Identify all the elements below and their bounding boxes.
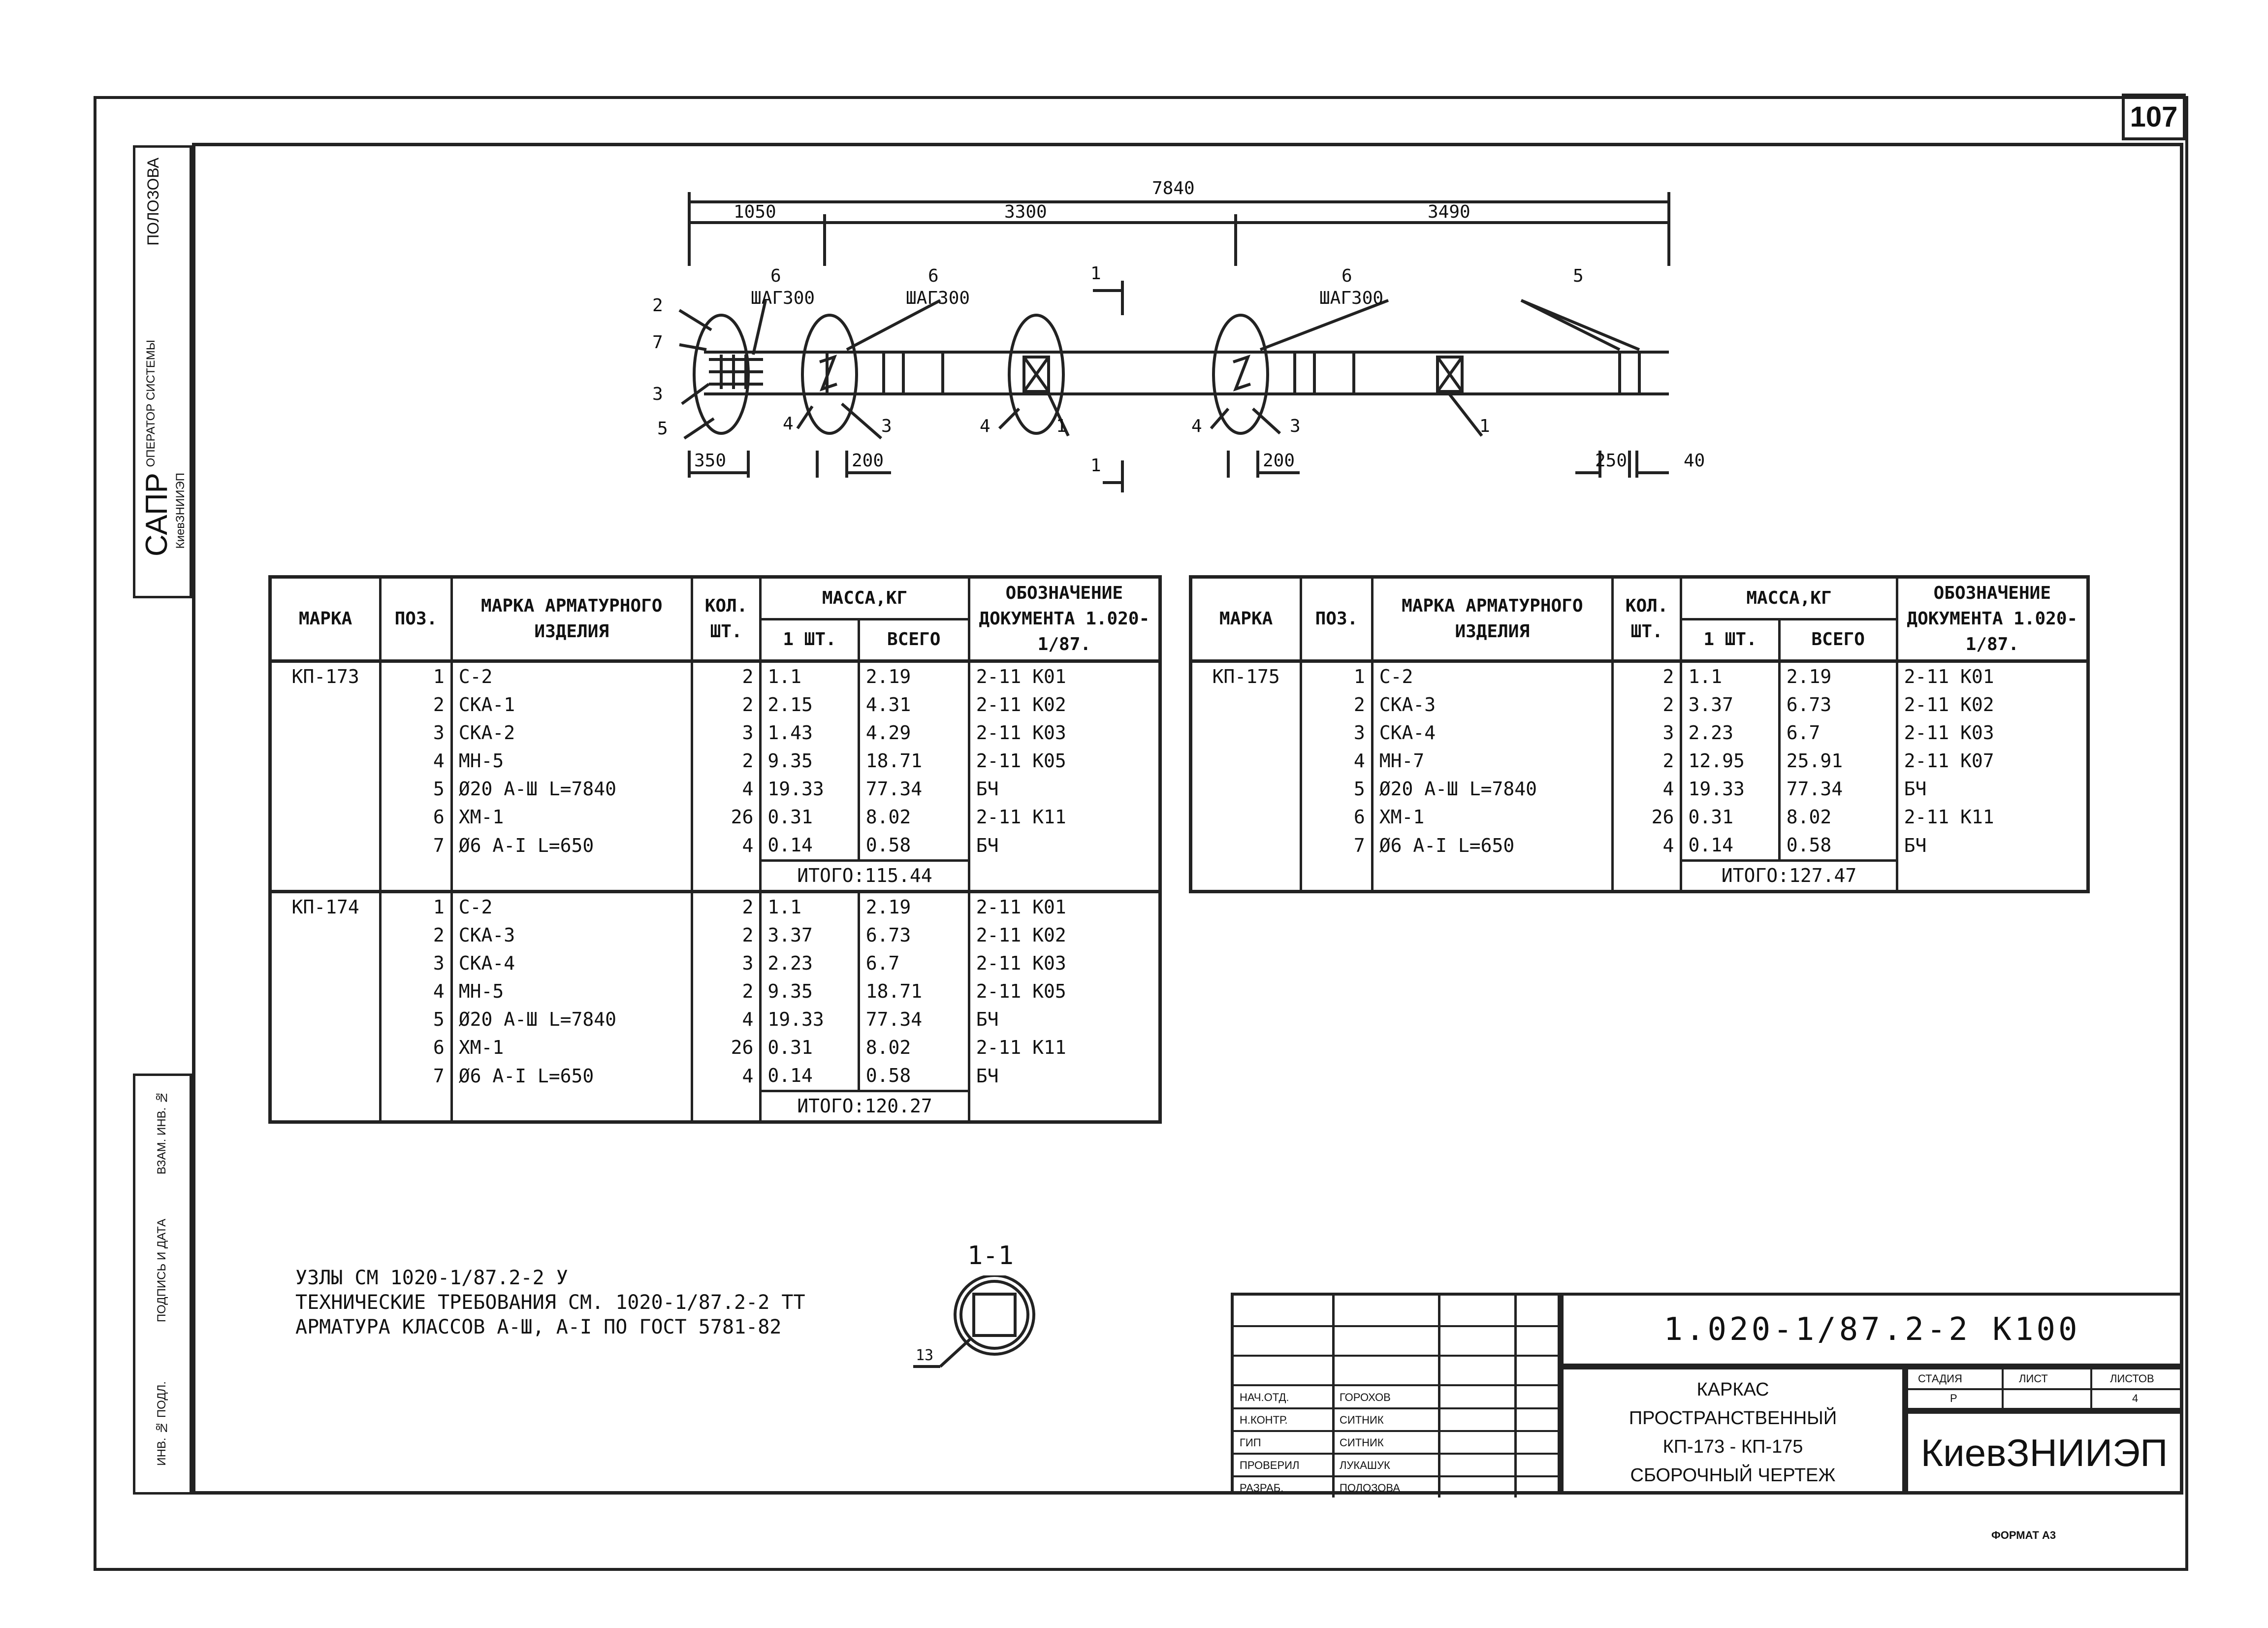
pos-label-2: 2 [652,295,663,316]
group-total: ИТОГО:115.44 [761,861,969,892]
header-poz-r: ПОЗ. [1301,577,1373,661]
doc-cell: 2-11 К02 [969,691,1160,719]
sapr-label: САПР [140,473,174,556]
doc-cell: 2-11 К11 [969,803,1160,831]
document-code: 1.020-1/87.2-2 К100 [1561,1293,2183,1367]
header-marka: МАРКА [270,577,381,661]
mass-total-cell: 6.73 [859,921,969,949]
table-row [1191,775,2088,803]
title-line: ПРОСТРАНСТВЕННЫЙ [1629,1408,1837,1429]
item-cell: СКА-1 [451,691,692,719]
item-cell: С-2 [451,661,692,691]
doc-cell: 2-11 К01 [1897,661,2088,691]
mass-total-cell: 2.19 [859,661,969,691]
stamp-top-label: ПОЛОЗОВА [144,158,162,246]
pos-label-1a: 1 [1056,416,1067,436]
sheets-label: ЛИСТОВ [2110,1372,2154,1385]
mass-unit-cell: 9.35 [761,747,859,775]
empty-cell [692,861,761,892]
header-mass: МАССА,КГ [761,577,969,619]
mass-unit-cell: 2.15 [761,691,859,719]
qty-cell: 3 [692,949,761,977]
item-cell: СКА-3 [1372,691,1612,719]
mass-unit-cell: 3.37 [1681,691,1779,719]
section-mark-top: 1 [1090,263,1101,284]
item-cell: Ø20 А-Ш L=7840 [451,1006,692,1034]
title-block [1231,1293,2183,1495]
doc-cell: 2-11 К01 [969,661,1160,691]
header-item-mark: МАРКА АРМАТУРНОГО ИЗДЕЛИЯ [451,577,692,661]
dim-40: 40 [1684,451,1705,471]
pos-label-4b: 4 [980,416,990,436]
item-cell: СКА-2 [451,719,692,747]
position-cell: 1 [381,892,451,922]
title-line: КП-173 - КП-175 [1662,1436,1803,1457]
step-label-a: ШАГ300 [751,288,815,308]
mass-total-cell: 6.7 [1779,719,1897,747]
qty-cell: 4 [692,775,761,803]
table-row [270,1034,1160,1062]
header-poz: ПОЗ. [381,577,451,661]
header-mass-total-r: ВСЕГО [1779,619,1897,661]
doc-cell: 2-11 К05 [969,747,1160,775]
empty-cell [1897,861,2088,892]
table-row [270,949,1160,977]
item-cell: С-2 [451,892,692,922]
qty-cell: 4 [1612,775,1681,803]
mass-total-cell: 0.58 [1779,831,1897,861]
mass-total-cell: 77.34 [1779,775,1897,803]
mass-total-cell: 4.29 [859,719,969,747]
table-row [1191,747,2088,775]
side-stamp-strip [133,145,192,598]
position-cell: 5 [381,1006,451,1034]
qty-cell: 2 [1612,691,1681,719]
table-row [270,661,1160,691]
role-name: ГОРОХОВ [1340,1391,1391,1403]
doc-cell: 2-11 К11 [969,1034,1160,1062]
doc-cell: 2-11 К01 [969,892,1160,922]
table-row [270,977,1160,1006]
table-row [270,719,1160,747]
table-row [270,1006,1160,1034]
section-mark-bottom: 1 [1090,456,1101,476]
spec-table-left-body [270,661,1160,1122]
mass-total-cell: 6.7 [859,949,969,977]
empty-cell [381,861,451,892]
table-total-row [270,861,1160,892]
item-cell: МН-5 [451,747,692,775]
mark-cell: КП-175 [1191,661,1301,892]
position-cell: 4 [381,747,451,775]
role-name: СИТНИК [1340,1436,1384,1449]
mass-unit-cell: 19.33 [761,775,859,803]
pos-label-1b: 1 [1479,416,1490,436]
section-pos-label: 13 [916,1347,934,1364]
doc-cell: БЧ [969,775,1160,803]
title-line: СБОРОЧНЫЙ ЧЕРТЕЖ [1630,1465,1836,1486]
doc-cell: 2-11 К03 [969,949,1160,977]
dim-350: 350 [694,451,727,471]
empty-cell [969,861,1160,892]
empty-cell [1301,861,1373,892]
item-cell: СКА-4 [451,949,692,977]
table-total-row [270,1091,1160,1122]
dim-total: 7840 [1152,178,1195,198]
qty-cell: 2 [692,921,761,949]
mass-total-cell: 77.34 [859,775,969,803]
qty-cell: 3 [1612,719,1681,747]
item-cell: СКА-3 [451,921,692,949]
header-marka-r: МАРКА [1191,577,1301,661]
pos-label-3a: 3 [652,384,663,404]
header-qty-r: КОЛ. ШТ. [1612,577,1681,661]
item-cell: С-2 [1372,661,1612,691]
spec-table-right [1189,575,2090,893]
mass-unit-cell: 0.14 [761,831,859,861]
header-doc-r: ОБОЗНАЧЕНИЕ ДОКУМЕНТА 1.020-1/87. [1897,577,2088,661]
item-cell: СКА-4 [1372,719,1612,747]
section-title: 1-1 [967,1241,1014,1270]
doc-cell: БЧ [969,831,1160,861]
header-mass-r: МАССА,КГ [1681,577,1897,619]
empty-cell [1372,861,1612,892]
empty-cell [692,1091,761,1122]
item-cell: ХМ-1 [451,1034,692,1062]
item-cell: Ø6 А-I L=650 [451,1062,692,1091]
step-label-b: ШАГ300 [906,288,970,308]
stage-value: Р [1950,1392,1957,1404]
role-name: СИТНИК [1340,1414,1384,1426]
position-cell: 6 [1301,803,1373,831]
table-row [270,747,1160,775]
table-row [270,831,1160,861]
inv-orig-label: ИНВ. № ПОДЛ. [155,1381,168,1466]
stage-label: СТАДИЯ [1918,1372,1962,1385]
dim-3490: 3490 [1428,202,1470,222]
group-total: ИТОГО:120.27 [761,1091,969,1122]
role-label: Н.КОНТР. [1240,1414,1288,1426]
sheet-label: ЛИСТ [2019,1372,2048,1385]
mass-unit-cell: 0.31 [761,803,859,831]
doc-cell: БЧ [1897,775,2088,803]
pos-label-5b: 5 [1573,266,1584,286]
mass-total-cell: 8.02 [859,1034,969,1062]
mass-unit-cell: 12.95 [1681,747,1779,775]
position-cell: 3 [1301,719,1373,747]
dim-1050: 1050 [734,202,776,222]
qty-cell: 26 [692,803,761,831]
pos-label-3b: 3 [881,416,892,436]
item-cell: Ø6 А-I L=650 [451,831,692,861]
mass-unit-cell: 2.23 [1681,719,1779,747]
mass-total-cell: 8.02 [1779,803,1897,831]
doc-cell: 2-11 К02 [969,921,1160,949]
dim-3300: 3300 [1004,202,1047,222]
replace-inv-label: ВЗАМ. ИНВ. № [155,1091,168,1174]
qty-cell: 2 [1612,747,1681,775]
mass-total-cell: 18.71 [859,977,969,1006]
position-cell: 3 [381,719,451,747]
header-mass-unit: 1 ШТ. [761,619,859,661]
pos-label-6a: 6 [770,266,781,286]
item-cell: Ø20 А-Ш L=7840 [451,775,692,803]
item-cell: ХМ-1 [1372,803,1612,831]
role-label: НАЧ.ОТД. [1240,1391,1289,1403]
doc-cell: 2-11 К03 [969,719,1160,747]
mass-unit-cell: 9.35 [761,977,859,1006]
position-cell: 7 [1301,831,1373,861]
header-mass-total: ВСЕГО [859,619,969,661]
position-cell: 5 [1301,775,1373,803]
mass-total-cell: 18.71 [859,747,969,775]
qty-cell: 2 [692,892,761,922]
position-cell: 5 [381,775,451,803]
format-label: ФОРМАТ А3 [1991,1529,2056,1541]
table-row [270,691,1160,719]
mass-total-cell: 25.91 [1779,747,1897,775]
qty-cell: 2 [692,691,761,719]
title-line: КАРКАС [1696,1379,1769,1400]
position-cell: 1 [381,661,451,691]
empty-cell [451,1091,692,1122]
note-line: УЗЛЫ СМ 1020-1/87.2-2 У [295,1267,568,1289]
empty-cell [451,861,692,892]
role-label: ГИП [1240,1436,1261,1449]
signature-date-label: ПОДПИСЬ И ДАТА [155,1219,168,1323]
header-mass-unit-r: 1 ШТ. [1681,619,1779,661]
note-line: ТЕХНИЧЕСКИЕ ТРЕБОВАНИЯ СМ. 1020-1/87.2-2 ТТ [295,1291,805,1314]
table-row [1191,719,2088,747]
mass-unit-cell: 0.31 [1681,803,1779,831]
title-block-signatures [1231,1293,1561,1495]
frame-elevation-drawing [615,177,1748,502]
table-row [270,775,1160,803]
mass-total-cell: 77.34 [859,1006,969,1034]
position-cell: 3 [381,949,451,977]
pos-label-3c: 3 [1290,416,1301,436]
position-cell: 4 [1301,747,1373,775]
sheet-number: 107 [2122,94,2186,140]
item-cell: МН-5 [451,977,692,1006]
mass-unit-cell: 1.1 [1681,661,1779,691]
role-name: ЛУКАШУК [1340,1459,1390,1471]
mass-unit-cell: 2.23 [761,949,859,977]
table-row [1191,831,2088,861]
position-cell: 7 [381,1062,451,1091]
empty-cell [381,1091,451,1122]
position-cell: 2 [381,921,451,949]
mass-total-cell: 8.02 [859,803,969,831]
mass-unit-cell: 3.37 [761,921,859,949]
doc-cell: БЧ [969,1062,1160,1091]
table-row [270,921,1160,949]
table-row [270,892,1160,922]
doc-cell: БЧ [969,1006,1160,1034]
header-item-mark-r: МАРКА АРМАТУРНОГО ИЗДЕЛИЯ [1372,577,1612,661]
notes-block [295,1266,805,1339]
mass-total-cell: 6.73 [1779,691,1897,719]
table-row [1191,691,2088,719]
note-line: АРМАТУРА КЛАССОВ А-Ш, А-I ПО ГОСТ 5781-82 [295,1316,782,1338]
pos-label-4a: 4 [783,414,794,434]
mass-unit-cell: 1.43 [761,719,859,747]
step-label-c: ШАГ300 [1319,288,1384,308]
mass-unit-cell: 1.1 [761,892,859,922]
role-label: РАЗРАБ. [1240,1482,1284,1494]
mass-unit-cell: 19.33 [761,1006,859,1034]
header-doc: ОБОЗНАЧЕНИЕ ДОКУМЕНТА 1.020-1/87. [969,577,1160,661]
mark-cell: КП-173 [270,661,381,892]
table-row [270,1062,1160,1091]
role-label: ПРОВЕРИЛ [1240,1459,1300,1471]
qty-cell: 4 [692,1006,761,1034]
qty-cell: 2 [1612,661,1681,691]
qty-cell: 26 [1612,803,1681,831]
side-signature-strip [133,1074,192,1495]
mass-total-cell: 2.19 [859,892,969,922]
doc-cell: 2-11 К02 [1897,691,2088,719]
qty-cell: 4 [692,1062,761,1091]
qty-cell: 4 [1612,831,1681,861]
mass-unit-cell: 19.33 [1681,775,1779,803]
spec-table-left [268,575,1162,1124]
item-cell: Ø20 А-Ш L=7840 [1372,775,1612,803]
dim-200b: 200 [1263,451,1295,471]
mass-total-cell: 0.58 [859,831,969,861]
qty-cell: 3 [692,719,761,747]
table-total-row [1191,861,2088,892]
qty-cell: 4 [692,831,761,861]
item-cell: Ø6 А-I L=650 [1372,831,1612,861]
position-cell: 6 [381,803,451,831]
position-cell: 2 [1301,691,1373,719]
dim-250: 250 [1595,451,1628,471]
qty-cell: 2 [692,747,761,775]
group-total: ИТОГО:127.47 [1681,861,1897,892]
spec-table-right-body [1191,661,2088,892]
qty-cell: 2 [692,661,761,691]
doc-cell: 2-11 К03 [1897,719,2088,747]
position-cell: 1 [1301,661,1373,691]
role-name: ПОЛОЗОВА [1340,1482,1400,1494]
table-row [1191,803,2088,831]
pos-label-7: 7 [652,332,663,353]
pos-label-4c: 4 [1191,416,1202,436]
mass-total-cell: 0.58 [859,1062,969,1091]
mass-unit-cell: 0.14 [1681,831,1779,861]
mark-cell: КП-174 [270,892,381,1122]
doc-cell: 2-11 К11 [1897,803,2088,831]
item-cell: ХМ-1 [451,803,692,831]
pos-label-6c: 6 [1342,266,1352,286]
mass-total-cell: 4.31 [859,691,969,719]
table-row [270,803,1160,831]
pos-label-6b: 6 [928,266,939,286]
pos-label-5a: 5 [657,419,668,439]
header-qty: КОЛ. ШТ. [692,577,761,661]
stage-block [1905,1367,2183,1411]
mass-unit-cell: 0.14 [761,1062,859,1091]
kiev-label: КиевЗНИИЭП [174,473,187,549]
doc-cell: 2-11 К05 [969,977,1160,1006]
qty-cell: 2 [692,977,761,1006]
organization: КиевЗНИИЭП [1905,1411,2183,1495]
dim-200a: 200 [852,451,884,471]
position-cell: 7 [381,831,451,861]
empty-cell [1612,861,1681,892]
operator-label: ОПЕРАТОР СИСТЕМЫ [144,340,158,467]
document-title [1561,1367,1905,1495]
empty-cell [969,1091,1160,1122]
mass-total-cell: 2.19 [1779,661,1897,691]
qty-cell: 26 [692,1034,761,1062]
doc-cell: 2-11 К07 [1897,747,2088,775]
mass-unit-cell: 1.1 [761,661,859,691]
position-cell: 2 [381,691,451,719]
sheets-value: 4 [2132,1392,2139,1404]
table-row [1191,661,2088,691]
position-cell: 6 [381,1034,451,1062]
position-cell: 4 [381,977,451,1006]
item-cell: МН-7 [1372,747,1612,775]
doc-cell: БЧ [1897,831,2088,861]
mass-unit-cell: 0.31 [761,1034,859,1062]
